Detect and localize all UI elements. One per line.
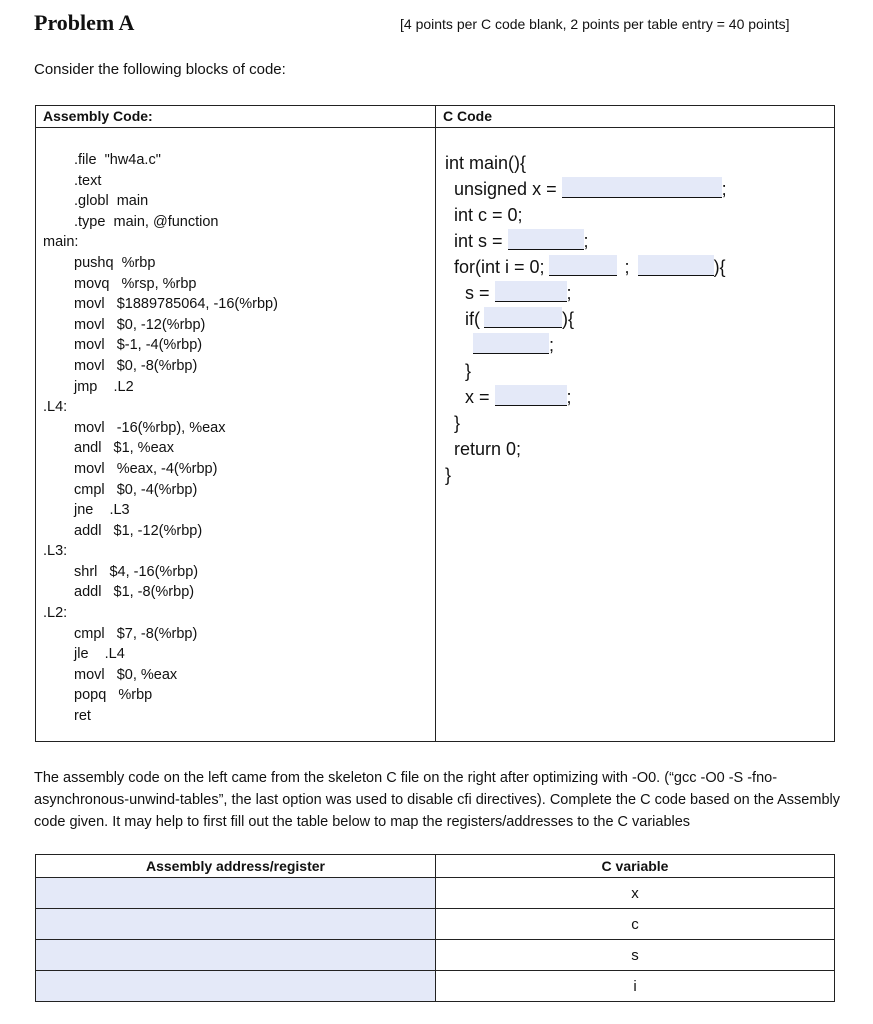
address-column-header: Assembly address/register	[36, 855, 436, 878]
address-input-x[interactable]	[36, 878, 436, 909]
assembly-line: addl $1, -8(%rbp)	[74, 584, 195, 601]
c-line: x = ;	[465, 387, 572, 407]
problem-title: Problem A	[34, 10, 135, 35]
address-input-c[interactable]	[36, 909, 436, 940]
assembly-line: movl $0, -12(%rbp)	[74, 316, 206, 333]
variable-cell: x	[436, 878, 835, 909]
blank-x-update[interactable]	[495, 385, 567, 406]
mapping-table	[35, 854, 835, 1002]
assembly-line: main:	[43, 234, 79, 251]
assembly-line: .globl main	[74, 193, 149, 210]
c-line: }	[465, 361, 472, 381]
c-line: unsigned x = ;	[454, 179, 727, 199]
variable-cell: s	[436, 940, 835, 971]
assembly-line: jle .L4	[74, 646, 125, 663]
blank-if-condition[interactable]	[484, 307, 562, 328]
assembly-line: movl %eax, -4(%rbp)	[74, 460, 218, 477]
assembly-line: shrl $4, -16(%rbp)	[74, 563, 199, 580]
c-line: }	[454, 413, 461, 433]
c-line: s = ;	[465, 283, 572, 303]
assembly-line: .file "hw4a.c"	[74, 152, 161, 168]
instructions-paragraph: The assembly code on the left came from the skeleton C file on the right after optimizing with -O0. (“gcc -O0 -S -fno-asynchronous-unwind-tables”, the last option was used to disable cfi directives). Complete the C code based on the Assembly code given. It may help to first fill out the table below to map the registers/addresses to the C variables	[34, 770, 840, 830]
assembly-line: .L2:	[43, 605, 68, 622]
variable-column-header: C variable	[436, 855, 835, 878]
address-input-i[interactable]	[36, 971, 436, 1002]
blank-x-init[interactable]	[562, 177, 722, 198]
assembly-line: movl -16(%rbp), %eax	[74, 419, 226, 436]
column-divider	[435, 106, 436, 741]
c-line: for(int i = 0; ; ){	[454, 257, 726, 277]
c-line: int main(){	[445, 153, 527, 173]
code-table	[35, 105, 835, 742]
blank-if-body[interactable]	[473, 333, 549, 354]
assembly-line: pushq %rbp	[74, 254, 156, 271]
assembly-line: cmpl $0, -4(%rbp)	[74, 481, 198, 498]
points-note: [4 points per C code blank, 2 points per table entry = 40 points]	[400, 16, 790, 32]
variable-cell: c	[436, 909, 835, 940]
assembly-line: .L3:	[43, 543, 68, 560]
assembly-line: jne .L3	[74, 502, 130, 519]
assembly-line: cmpl $7, -8(%rbp)	[74, 625, 198, 642]
c-line: int c = 0;	[454, 205, 523, 225]
assembly-line: ret	[74, 708, 91, 725]
c-line: return 0;	[454, 439, 522, 459]
address-input-s[interactable]	[36, 940, 436, 971]
blank-loop-update[interactable]	[638, 255, 714, 276]
variable-cell: i	[436, 971, 835, 1002]
assembly-line: andl $1, %eax	[74, 440, 174, 457]
intro-text: Consider the following blocks of code:	[34, 61, 286, 78]
assembly-line: popq %rbp	[74, 687, 153, 704]
assembly-line: .L4:	[43, 399, 68, 416]
c-line: ;	[465, 332, 738, 358]
c-line: int s = ;	[454, 231, 589, 251]
assembly-line: jmp .L2	[74, 378, 134, 395]
assembly-line: addl $1, -12(%rbp)	[74, 522, 203, 539]
c-code-block	[445, 150, 727, 488]
c-line: }	[445, 465, 452, 485]
blank-loop-condition[interactable]	[549, 255, 617, 276]
assembly-line: movq %rsp, %rbp	[74, 275, 197, 292]
assembly-line: movl $-1, -4(%rbp)	[74, 337, 203, 354]
blank-s-init[interactable]	[508, 229, 584, 250]
blank-s-assign[interactable]	[495, 281, 567, 302]
assembly-code-block	[36, 150, 278, 727]
assembly-line: .text	[74, 172, 102, 189]
c-code-header: C Code	[443, 108, 492, 124]
header-divider	[36, 127, 834, 128]
assembly-line: movl $0, %eax	[74, 666, 178, 683]
assembly-line: movl $0, -8(%rbp)	[74, 357, 198, 374]
assembly-header: Assembly Code:	[43, 108, 153, 124]
c-line: if( ){	[465, 309, 575, 329]
assembly-line: movl $1889785064, -16(%rbp)	[74, 296, 278, 313]
assembly-line: .type main, @function	[74, 213, 219, 230]
